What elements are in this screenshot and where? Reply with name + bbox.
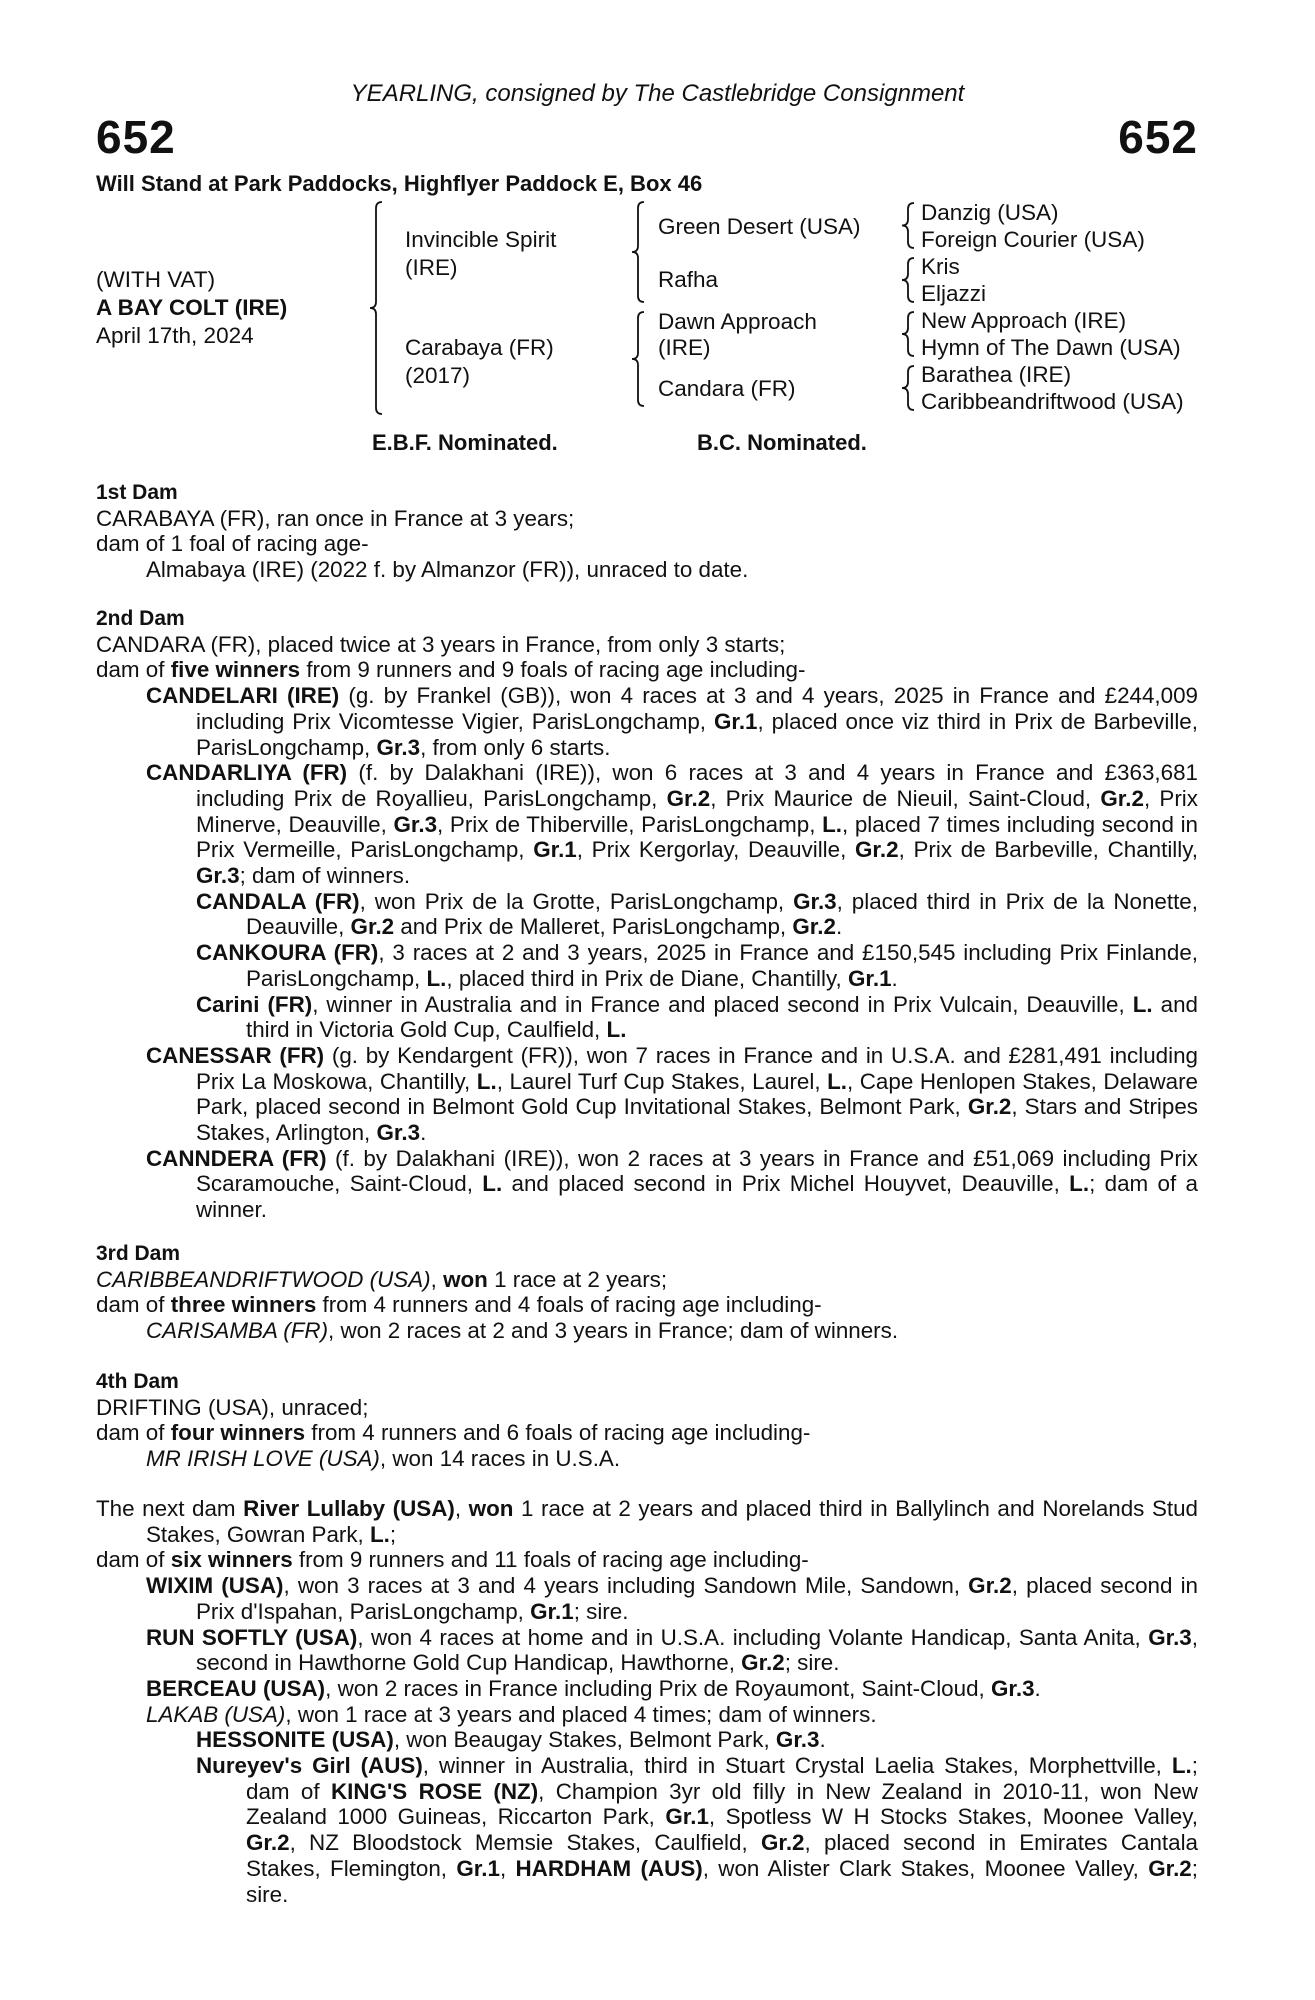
text: , placed third in Prix de la Nonette, Deauville, — [246, 888, 1198, 940]
text: , won Alister Clark Stakes, Moonee Valley, — [702, 1855, 1149, 1881]
bold-text: Nureyev's Girl (AUS) — [196, 1753, 423, 1779]
fourth-dam-section — [96, 1369, 1198, 1472]
bold-text: won — [468, 1496, 514, 1521]
bold-text: CANESSAR (FR) — [146, 1042, 325, 1068]
sire-line1: Invincible Spirit — [405, 227, 557, 252]
bold-text: Gr.3 — [196, 863, 240, 889]
bold-text: Gr.1 — [530, 1598, 574, 1624]
bold-text: L. — [370, 1521, 390, 1547]
gen3-ancestor: Kris — [921, 254, 960, 279]
text: , won Prix de la Grotte, ParisLongchamp, — [359, 888, 794, 914]
bold-text: Gr.3 — [1148, 1624, 1192, 1650]
bold-text: Gr.2 — [350, 914, 395, 940]
third-dam-section — [96, 1241, 1198, 1344]
bold-text: Gr.2 — [760, 1830, 805, 1856]
stabling-location: Will Stand at Park Paddocks, Highflyer Paddock E, Box 46 — [96, 171, 703, 196]
text: , won 14 races in U.S.A. — [379, 1446, 621, 1472]
bold-text: Gr.2 — [666, 785, 711, 811]
progeny-entry — [96, 1043, 1198, 1146]
bold-text: Gr.2 — [246, 1830, 290, 1856]
text: Almabaya (IRE) (2022 f. by Almanzor (FR)), unraced to date. — [146, 557, 749, 583]
bold-text: Gr.2 — [967, 1094, 1012, 1120]
bold-text: Gr.2 — [968, 1573, 1012, 1599]
dam-summary-line — [96, 632, 1198, 658]
dam-summary-line — [96, 1395, 1198, 1421]
gen3-ancestor: Danzig (USA) — [921, 200, 1059, 225]
text: , won 2 races at 2 and 3 years in France; dam of winners. — [328, 1318, 899, 1344]
progeny-entry — [96, 1146, 1198, 1223]
progeny-entry — [96, 1702, 1198, 1728]
text: ; sire. — [573, 1598, 629, 1624]
vat-note: (WITH VAT) — [96, 267, 216, 292]
text: . — [891, 965, 898, 991]
bold-text: CANDARLIYA (FR) — [146, 760, 348, 786]
text: , Prix Minerve, Deauville, — [196, 785, 1198, 837]
dam-summary-line — [96, 506, 1198, 532]
foaling-date: April 17th, 2024 — [96, 323, 254, 348]
bold-text: BERCEAU (USA) — [146, 1675, 326, 1701]
dam-summary-line — [96, 1547, 1198, 1573]
dam-dam: Candara (FR) — [658, 376, 796, 401]
text: dam of — [96, 1547, 171, 1573]
bold-text: Gr.1 — [456, 1855, 500, 1881]
bold-text: KING'S ROSE (NZ) — [330, 1778, 539, 1804]
text: , Prix de Barbeville, Chantilly, — [898, 837, 1198, 863]
text: , Laurel Turf Cup Stakes, Laurel, — [496, 1068, 828, 1094]
bold-text: Gr.3 — [393, 811, 438, 837]
text: dam of 1 foal of racing age- — [96, 531, 369, 557]
text: , Champion 3yr old filly in New Zealand in 2010-11, won New Zealand 1000 Guineas, Riccarton Park, — [246, 1778, 1198, 1830]
bold-text: L. — [1132, 991, 1153, 1017]
bold-text: Gr.1 — [847, 965, 892, 991]
section-heading: 3rd Dam — [96, 1242, 181, 1265]
text: , won 2 races in France including Prix de Royaumont, Saint-Cloud, — [325, 1675, 991, 1701]
text: , placed third in Prix de Diane, Chantilly, — [446, 965, 848, 991]
gen3-brace — [902, 312, 914, 356]
text: , placed second in Prix d'Ispahan, ParisLongchamp, — [196, 1573, 1198, 1624]
text: . — [819, 1727, 826, 1753]
bold-text: Carini (FR) — [196, 991, 313, 1017]
section-heading: 2nd Dam — [96, 607, 185, 630]
ebf-nomination: E.B.F. Nominated. — [372, 430, 558, 455]
progeny-entry — [96, 683, 1198, 760]
bold-text: CANNDERA (FR) — [146, 1145, 327, 1171]
text: , Spotless W H Stocks Stakes, Moonee Valley, — [708, 1804, 1199, 1830]
grand-progeny-entry — [96, 889, 1198, 940]
bold-text: L. — [426, 965, 447, 991]
text: and placed second in Prix Michel Houyvet, Deauville, — [502, 1171, 1070, 1197]
bold-text: L. — [822, 811, 842, 837]
text: from 9 runners and 11 foals of racing age including- — [292, 1547, 809, 1573]
text: DRIFTING (USA), unraced; — [96, 1394, 369, 1420]
bold-text: Gr.2 — [1148, 1855, 1192, 1881]
gen3-brace — [902, 366, 914, 410]
dam-line1: Carabaya (FR) — [405, 335, 554, 360]
text: , — [499, 1855, 516, 1881]
text: , from only 6 starts. — [420, 734, 611, 760]
text: , Prix Maurice de Nieuil, Saint-Cloud, — [710, 785, 1101, 811]
text: . — [835, 914, 843, 940]
gen3-ancestor: Foreign Courier (USA) — [921, 227, 1145, 252]
sire-sire: Green Desert (USA) — [658, 214, 861, 239]
text: , winner in Australia, third in Stuart Crystal Laelia Stakes, Morphettville, — [422, 1753, 1172, 1779]
text: . — [1034, 1675, 1041, 1701]
bold-text: River Lullaby (USA) — [243, 1496, 455, 1521]
progeny-entry — [96, 1318, 1198, 1344]
text: , — [454, 1496, 469, 1521]
bold-text: won — [443, 1266, 488, 1292]
italic-text: CARISAMBA (FR) — [146, 1318, 329, 1344]
text: , won Beaugay Stakes, Belmont Park, — [393, 1727, 776, 1753]
section-heading: 1st Dam — [96, 481, 178, 504]
dam-sire-line1: Dawn Approach — [658, 309, 817, 334]
gen3-ancestor: New Approach (IRE) — [921, 308, 1127, 333]
progeny-entry — [96, 557, 1198, 583]
text: . — [420, 1120, 427, 1146]
progeny-entry — [96, 760, 1198, 889]
italic-text: CARIBBEANDRIFTWOOD (USA) — [96, 1266, 431, 1292]
dam-summary-line — [96, 1292, 1198, 1318]
bold-text: Gr.1 — [533, 837, 577, 863]
text: from 4 runners and 4 foals of racing age including- — [316, 1292, 822, 1318]
text: 1 race at 2 years; — [487, 1266, 668, 1292]
bold-text: RUN SOFTLY (USA) — [146, 1624, 358, 1650]
text: and Prix de Malleret, ParisLongchamp, — [394, 914, 793, 940]
horse-name-text: A BAY COLT (IRE) — [96, 295, 288, 320]
bold-text: L. — [482, 1171, 503, 1197]
next-dam-section — [96, 1496, 1198, 1907]
progeny-entry — [96, 1573, 1198, 1624]
progeny-entry — [96, 1446, 1198, 1472]
text: dam of — [96, 1420, 171, 1446]
italic-text: LAKAB (USA) — [146, 1701, 286, 1727]
dam-summary-line — [96, 1267, 1198, 1293]
bold-text: L. — [606, 1017, 627, 1043]
bold-text: HARDHAM (AUS) — [515, 1855, 703, 1881]
text: ; sire. — [784, 1650, 840, 1676]
bold-text: L. — [1171, 1753, 1192, 1779]
bc-nomination: B.C. Nominated. — [697, 430, 867, 455]
bold-text: CANDELARI (IRE) — [146, 683, 340, 709]
bold-text: Gr.3 — [793, 888, 837, 914]
dam-summary-line — [96, 1496, 1198, 1547]
text: ; — [389, 1521, 397, 1547]
bold-text: five winners — [170, 657, 301, 683]
bold-text: Gr.3 — [990, 1675, 1035, 1701]
text: , 3 races at 2 and 3 years, 2025 in France and £150,545 including Prix Finlande, ParisLongchamp, — [246, 940, 1198, 991]
lot-number-right: 652 — [1118, 111, 1198, 163]
text: CARABAYA (FR), ran once in France at 3 years; — [96, 505, 575, 531]
bold-text: WIXIM (USA) — [146, 1573, 284, 1599]
dam-summary-line — [96, 1420, 1198, 1446]
bold-text: Gr.2 — [1100, 785, 1144, 811]
section-heading: 4th Dam — [96, 1370, 179, 1393]
text: dam of — [96, 1292, 171, 1318]
text: from 4 runners and 6 foals of racing age including- — [305, 1420, 811, 1446]
text: , placed second in Emirates Cantala Stakes, Flemington, — [246, 1830, 1198, 1881]
text: , won 1 race at 3 years and placed 4 times; dam of winners. — [285, 1701, 877, 1727]
bold-text: Gr.3 — [376, 1120, 421, 1146]
bold-text: Gr.3 — [775, 1727, 820, 1753]
gen3-ancestor: Caribbeandriftwood (USA) — [921, 389, 1184, 414]
grand-progeny-entry — [96, 1727, 1198, 1753]
sire-dam-brace — [370, 202, 382, 414]
text: , Prix Kergorlay, Deauville, — [576, 837, 856, 863]
text: (g. by Kendargent (FR)), won 7 races in France and in U.S.A. and £281,491 including Prix La Moskowa, Chantilly, — [196, 1042, 1198, 1094]
progeny-entry — [96, 1625, 1198, 1676]
text: , Prix de Thiberville, ParisLongchamp, — [437, 811, 823, 837]
bold-text: Gr.1 — [713, 708, 758, 734]
bold-text: four winners — [170, 1420, 306, 1446]
bold-text: L. — [827, 1068, 848, 1094]
sire-parents-brace — [632, 202, 644, 302]
text: , placed 7 times including second in Prix Vermeille, ParisLongchamp, — [196, 811, 1198, 863]
text: from 9 runners and 9 foals of racing age including- — [300, 657, 806, 683]
italic-text: MR IRISH LOVE (USA) — [146, 1446, 380, 1472]
grand-progeny-entry — [96, 940, 1198, 991]
text: (g. by Frankel (GB)), won 4 races at 3 and 4 years, 2025 in France and £244,009 including Prix Vicomtesse Vigier, ParisLongchamp, — [196, 683, 1199, 734]
text: (f. by Dalakhani (IRE)), won 6 races at 3 and 4 years in France and £363,681 including Prix de Royallieu, ParisLongchamp, — [196, 760, 1198, 811]
bold-text: Gr.2 — [741, 1650, 785, 1676]
bold-text: L. — [476, 1068, 497, 1094]
text: , NZ Bloodstock Memsie Stakes, Caulfield, — [289, 1830, 761, 1856]
text: , — [430, 1266, 444, 1292]
consignor-line: YEARLING, consigned by The Castlebridge Consignment — [350, 80, 965, 107]
bold-text: six winners — [170, 1547, 293, 1573]
text: , won 3 races at 3 and 4 years including Sandown Mile, Sandown, — [283, 1573, 969, 1599]
gen3-ancestor: Eljazzi — [921, 281, 987, 306]
text: , Stars and Stripes Stakes, Arlington, — [196, 1094, 1199, 1146]
text: dam of — [96, 657, 171, 683]
bold-text: HESSONITE (USA) — [196, 1727, 394, 1753]
bold-text: Gr.2 — [792, 914, 836, 940]
text: ; sire. — [246, 1855, 1198, 1907]
text: , won 4 races at home and in U.S.A. including Volante Handicap, Santa Anita, — [357, 1624, 1149, 1650]
text: and third in Victoria Gold Cup, Caulfield, — [246, 991, 1198, 1043]
text: ; dam of winners. — [239, 863, 411, 889]
gen3-ancestor: Hymn of The Dawn (USA) — [921, 335, 1181, 360]
horse-name — [96, 294, 287, 321]
dam-parents-brace — [632, 312, 644, 406]
progeny-entry — [96, 1676, 1198, 1702]
bold-text: Gr.3 — [376, 734, 421, 760]
text: , placed once viz third in Prix de Barbeville, ParisLongchamp, — [196, 708, 1198, 760]
second-dam-section — [96, 606, 1198, 1223]
dam-summary-line — [96, 531, 1198, 557]
gen3-ancestor: Barathea (IRE) — [921, 362, 1072, 387]
bold-text: CANKOURA (FR) — [196, 940, 379, 966]
sire-line2: (IRE) — [405, 255, 458, 280]
dam-sire-line2: (IRE) — [658, 335, 711, 360]
text: , Cape Henlopen Stakes, Delaware Park, placed second in Belmont Gold Cup Invitational Stakes, Belmont Park, — [196, 1068, 1198, 1120]
grand-progeny-entry — [96, 1753, 1198, 1907]
text: ; dam of a winner. — [196, 1171, 1198, 1223]
bold-text: Gr.1 — [665, 1804, 709, 1830]
text: (f. by Dalakhani (IRE)), won 2 races at 3 years in France and £51,069 including Prix Scaramouche, Saint-Cloud, — [196, 1145, 1198, 1197]
text: , winner in Australia and in France and placed second in Prix Vulcain, Deauville, — [312, 991, 1133, 1017]
text: 1 race at 2 years and placed third in Ballylinch and Norelands Stud Stakes, Gowran Park, — [146, 1496, 1199, 1547]
bold-text: Gr.2 — [855, 837, 899, 863]
first-dam-section — [96, 480, 1198, 583]
gen3-brace — [902, 258, 914, 302]
text: ; dam of — [246, 1753, 1198, 1804]
dam-line2: (2017) — [405, 363, 471, 388]
gen3-brace — [902, 203, 914, 248]
bold-text: three winners — [170, 1292, 317, 1318]
grand-progeny-entry — [96, 992, 1198, 1043]
bold-text: CANDALA (FR) — [196, 888, 360, 914]
lot-number-left: 652 — [96, 111, 176, 163]
sire-dam: Rafha — [658, 267, 719, 292]
bold-text: L. — [1069, 1171, 1090, 1197]
text: The next dam — [96, 1496, 244, 1521]
dam-summary-line — [96, 657, 1198, 683]
text: , second in Hawthorne Gold Cup Handicap, Hawthorne, — [196, 1624, 1198, 1676]
text: CANDARA (FR), placed twice at 3 years in France, from only 3 starts; — [96, 631, 786, 657]
